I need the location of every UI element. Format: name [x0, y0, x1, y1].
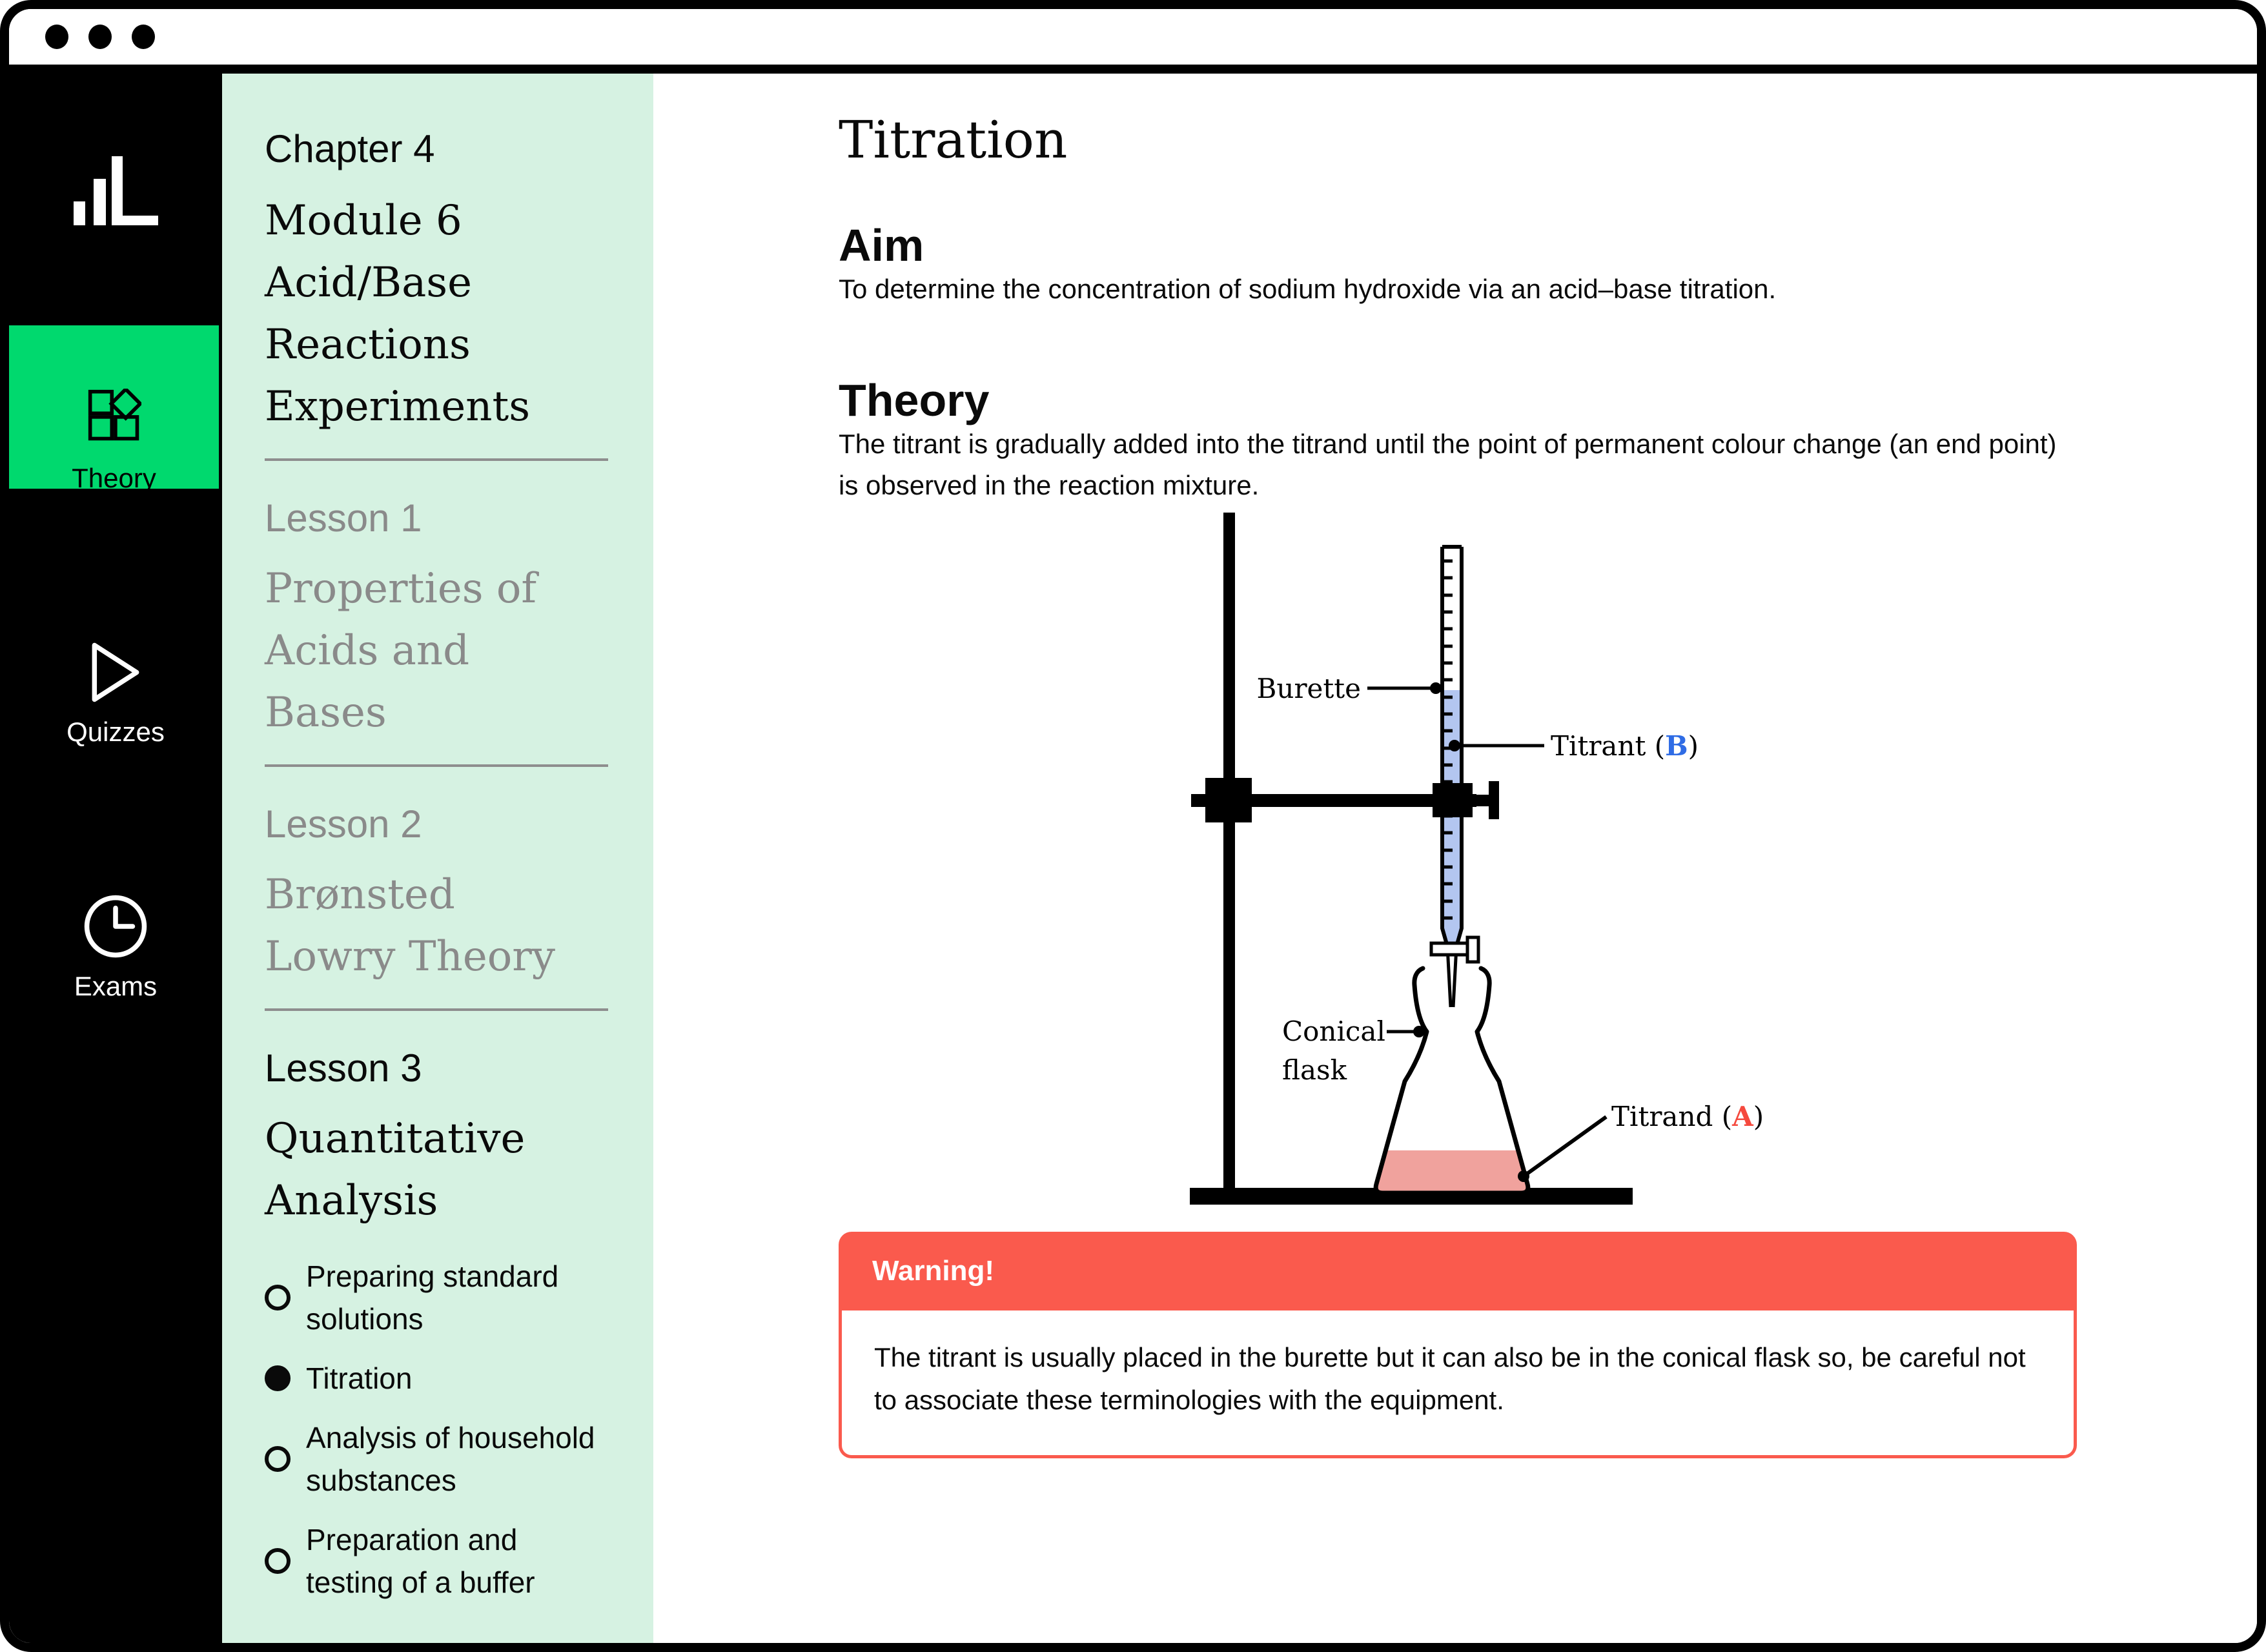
- content-area: [9, 74, 2257, 1643]
- titrand-liquid: [1376, 1150, 1528, 1193]
- nav-item-label: Exams: [74, 971, 158, 1001]
- burette-leader-dot: [1430, 682, 1442, 694]
- topic-label: Analysis of household substances: [306, 1421, 595, 1497]
- nav-item-quizzes[interactable]: [66, 639, 165, 746]
- topic-preparation-and-testing-of-a-buffer[interactable]: [265, 1518, 608, 1604]
- radio-icon[interactable]: [265, 1548, 291, 1574]
- lesson-title: Brønsted Lowry Theory: [265, 871, 555, 981]
- conical-flask-label-line2: flask: [1282, 1054, 1347, 1086]
- bar-chart-logo: [74, 156, 158, 229]
- nav-item-theory[interactable]: [9, 325, 219, 493]
- lesson-title: Quantitative Analysis: [265, 1115, 526, 1225]
- theory-body-text: The titrant is gradually added into the titrand until the point of permanent colour change (an end point) is observed in the reaction mixture.: [839, 429, 2057, 500]
- stand-pole: [1223, 513, 1235, 1194]
- blocks-icon: [87, 389, 141, 446]
- warning-body-text: The titrant is usually placed in the burette but it can also be in the conical flask so, be careful not to associate these terminologies with the equipment.: [839, 1310, 2077, 1458]
- conical-flask-label-line1: Conical: [1282, 1015, 1385, 1047]
- titrand-leader-line: [1524, 1117, 1606, 1176]
- titrant-label: Titrant (B): [1551, 730, 1699, 762]
- lesson-label: Lesson 3: [265, 1046, 422, 1090]
- lesson-pane: [653, 74, 2257, 1643]
- titrand-letter: A: [1732, 1101, 1753, 1132]
- lesson-label: Lesson 2: [265, 802, 422, 846]
- toc-lesson-2[interactable]: [265, 802, 608, 988]
- clock-icon: [82, 893, 149, 963]
- toc-sidebar: [222, 74, 653, 1643]
- radio-icon[interactable]: [265, 1365, 291, 1391]
- titrant-letter: B: [1665, 730, 1688, 762]
- topic-label: Titration: [306, 1361, 413, 1395]
- topic-label: Preparation and testing of a buffer: [306, 1523, 535, 1599]
- divider: [265, 1008, 608, 1011]
- nav-rail: [9, 74, 222, 1643]
- lesson-title: Properties of Acids and Bases: [265, 565, 537, 737]
- titrant-leader-dot: [1449, 740, 1460, 751]
- titration-apparatus-diagram: [1185, 511, 1766, 1208]
- topic-list: [265, 1255, 608, 1604]
- stopcock-handle: [1467, 937, 1478, 962]
- window-control-dot[interactable]: [88, 25, 112, 49]
- topic-analysis-of-household-substances[interactable]: [265, 1416, 608, 1502]
- lesson-label: Lesson 1: [265, 496, 422, 540]
- aim-heading: Aim: [839, 220, 924, 270]
- theory-heading: Theory: [839, 375, 990, 425]
- title-bar: [9, 9, 2257, 74]
- clamp-pole-block: [1205, 778, 1252, 822]
- topic-titration[interactable]: [265, 1357, 608, 1400]
- titrand-label: Titrand (A): [1611, 1101, 1764, 1132]
- nav-item-exams[interactable]: [74, 893, 157, 1001]
- aim-body-text: To determine the concentration of sodium hydroxide via an acid–base titration.: [839, 274, 1777, 304]
- topic-preparing-standard-solutions[interactable]: [265, 1255, 608, 1340]
- warning-title: Warning!: [839, 1232, 2077, 1310]
- warning-callout: [839, 1232, 2077, 1458]
- titrant-liquid: [1444, 690, 1460, 948]
- window-control-dot[interactable]: [45, 25, 68, 49]
- stopcock-body: [1431, 943, 1467, 955]
- burette-label: Burette: [1256, 673, 1361, 704]
- window-control-dot[interactable]: [132, 25, 155, 49]
- conical-leader-dot: [1413, 1026, 1425, 1037]
- clamp-screw-cap: [1489, 781, 1499, 819]
- titrand-leader-dot: [1518, 1170, 1529, 1182]
- play-icon: [88, 639, 143, 709]
- topic-label: Preparing standard solutions: [306, 1259, 559, 1336]
- clamp-burette-block: [1433, 783, 1473, 817]
- radio-icon[interactable]: [265, 1446, 291, 1472]
- radio-icon[interactable]: [265, 1285, 291, 1310]
- divider: [265, 764, 608, 767]
- toc-lesson-1[interactable]: [265, 496, 608, 744]
- module-title: Module 6 Acid/Base Reactions Experiments: [265, 197, 531, 431]
- nav-item-label: Quizzes: [66, 717, 165, 747]
- nav-item-label: Theory: [72, 463, 156, 493]
- page-title: Titration: [839, 110, 1068, 170]
- toc-lesson-3[interactable]: [265, 1046, 608, 1232]
- chapter-label: Chapter 4: [265, 127, 435, 170]
- divider: [265, 458, 608, 461]
